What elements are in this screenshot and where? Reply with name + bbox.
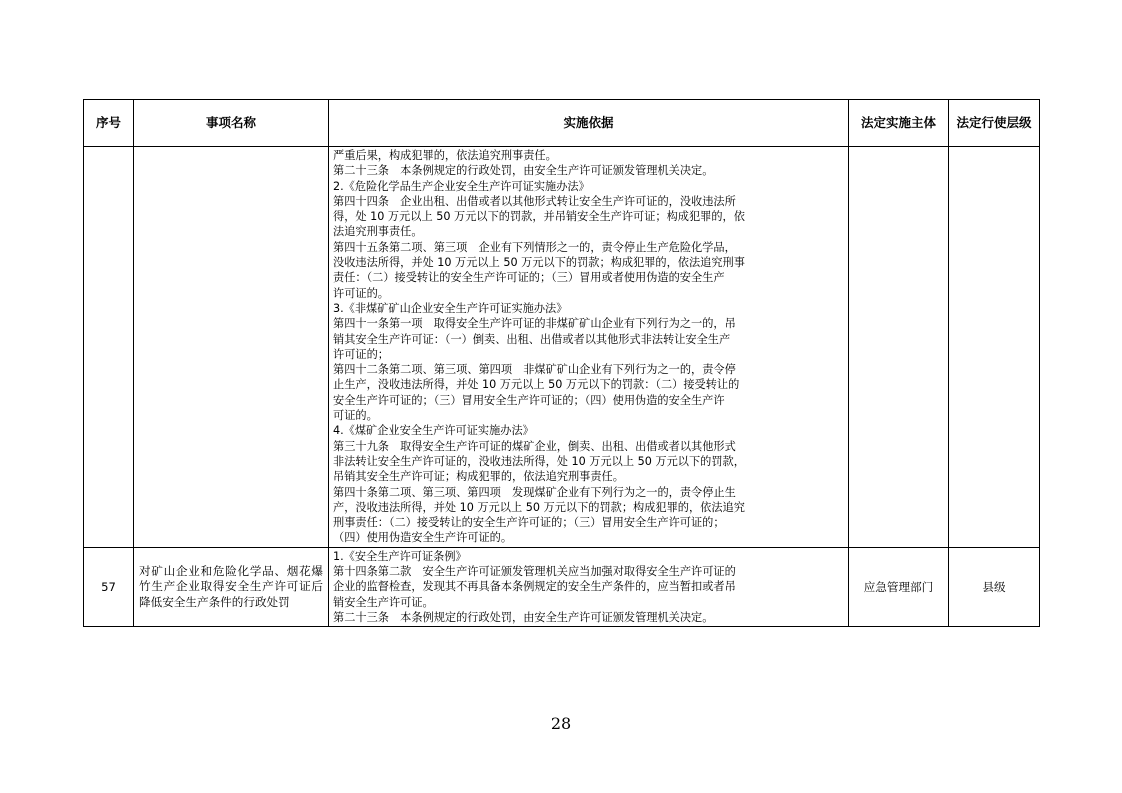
header-level: 法定行使层级: [949, 100, 1040, 147]
row-item-name: 对矿山企业和危险化学品、烟花爆竹生产企业取得安全生产许可证后降低安全生产条件的行政处罚: [134, 547, 329, 626]
basis-line: 刑事责任：（二）接受转让的安全生产许可证的；（三）冒用安全生产许可证的；: [333, 516, 725, 530]
basis-line: 第二十三条 本条例规定的行政处罚，由安全生产许可证颁发管理机关决定。: [333, 164, 714, 178]
basis-line: 销安全生产许可证。: [333, 595, 434, 609]
basis-line: 1.《安全生产许可证条例》: [333, 549, 467, 563]
basis-line: 得，处 10 万元以上 50 万元以下的罚款，并吊销安全生产许可证；构成犯罪的，依: [333, 210, 745, 224]
basis-line: 第四十二条第二项、第三项、第四项 非煤矿矿山企业有下列行为之一的，责令停: [333, 363, 736, 377]
basis-line: 企业的监督检查，发现其不再具备本条例规定的安全生产条件的，应当暂扣或者吊: [333, 580, 736, 594]
basis-line: 非法转让安全生产许可证的，没收违法所得，处 10 万元以上 50 万元以下的罚款，: [333, 454, 745, 468]
basis-line: 2.《危险化学品生产企业安全生产许可证实施办法》: [333, 179, 590, 193]
basis-line: 许可证的；: [333, 347, 389, 361]
basis-line: 止生产，没收违法所得，并处 10 万元以上 50 万元以下的罚款：（二）接受转让的: [333, 378, 740, 392]
header-subject: 法定实施主体: [849, 100, 949, 147]
basis-line: 安全生产许可证的；（三）冒用安全生产许可证的；（四）使用伪造的安全生产许: [333, 393, 725, 407]
row-subject: [849, 147, 949, 548]
basis-line: 法追究刑事责任。: [333, 225, 423, 239]
basis-line: 产，没收违法所得，并处 10 万元以上 50 万元以下的罚款；构成犯罪的，依法追究: [333, 500, 745, 514]
basis-line: 销其安全生产许可证：（一）倒卖、出租、出借或者以其他形式非法转让安全生产: [333, 332, 731, 346]
table-row: [84, 547, 1040, 626]
basis-line: 第三十九条 取得安全生产许可证的煤矿企业，倒卖、出租、出借或者以其他形式: [333, 439, 736, 453]
header-number: 序号: [84, 100, 134, 147]
basis-line: 可证的。: [333, 409, 378, 423]
basis-line: 许可证的。: [333, 286, 389, 300]
row-basis: [329, 147, 849, 548]
row-level: 县级: [949, 547, 1040, 626]
basis-line: 第四十一条第一项 取得安全生产许可证的非煤矿矿山企业有下列行为之一的，吊: [333, 317, 736, 331]
header-basis: 实施依据: [329, 100, 849, 147]
row-basis: [329, 547, 849, 626]
basis-line: 3.《非煤矿矿山企业安全生产许可证实施办法》: [333, 301, 568, 315]
regulation-table: [83, 99, 1040, 627]
row-number: [84, 147, 134, 548]
basis-line: 第二十三条 本条例规定的行政处罚，由安全生产许可证颁发管理机关决定。: [333, 610, 714, 624]
row-item-name: [134, 147, 329, 548]
basis-line: 吊销其安全生产许可证；构成犯罪的，依法追究刑事责任。: [333, 470, 624, 484]
basis-line: （四）使用伪造安全生产许可证的。: [333, 531, 513, 545]
header-item-name: 事项名称: [134, 100, 329, 147]
row-number: 57: [84, 547, 134, 626]
row-subject: 应急管理部门: [849, 547, 949, 626]
basis-line: 第四十四条 企业出租、出借或者以其他形式转让安全生产许可证的，没收违法所: [333, 194, 736, 208]
table-header-row: [84, 100, 1040, 147]
basis-line: 4.《煤矿企业安全生产许可证实施办法》: [333, 424, 534, 438]
basis-line: 第四十五条第二项、第三项 企业有下列情形之一的，责令停止生产危险化学品，: [333, 240, 736, 254]
basis-line: 严重后果，构成犯罪的，依法追究刑事责任。: [333, 149, 557, 162]
basis-line: 第十四条第二款 安全生产许可证颁发管理机关应当加强对取得安全生产许可证的: [333, 565, 736, 579]
table-row: [84, 147, 1040, 548]
row-level: [949, 147, 1040, 548]
page-number: 28: [550, 714, 572, 733]
basis-line: 第四十条第二项、第三项、第四项 发现煤矿企业有下列行为之一的，责令停止生: [333, 485, 736, 499]
basis-line: 没收违法所得，并处 10 万元以上 50 万元以下的罚款；构成犯罪的，依法追究刑事: [333, 256, 745, 270]
basis-line: 责任：（二）接受转让的安全生产许可证的；（三）冒用或者使用伪造的安全生产: [333, 271, 725, 285]
